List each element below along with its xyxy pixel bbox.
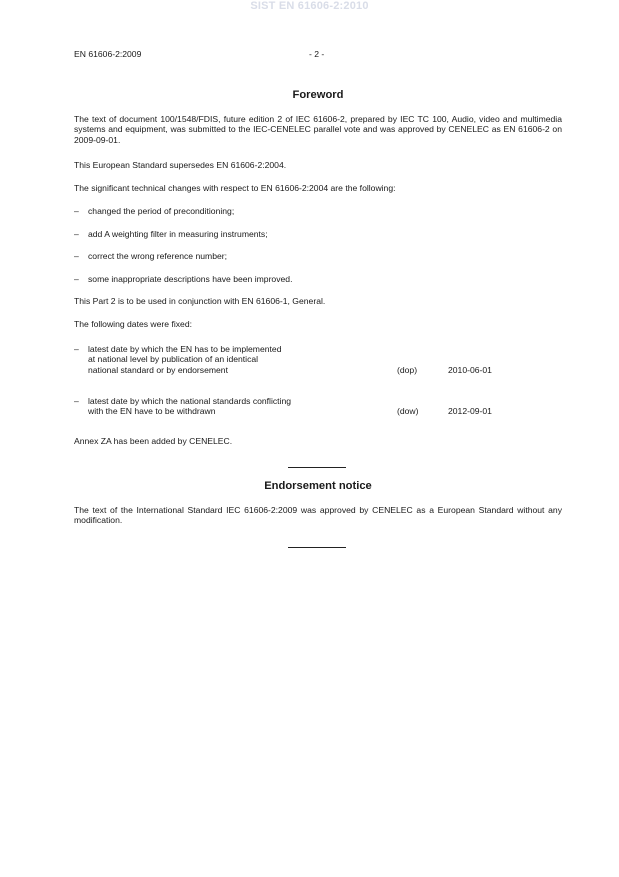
list-bullet: – (74, 229, 79, 239)
page-number: - 2 - (309, 49, 325, 59)
list-bullet: – (74, 396, 79, 406)
endorsement-title: Endorsement notice (264, 480, 372, 492)
dop-description-line: national standard or by endorsement (88, 364, 228, 375)
dop-description (88, 344, 281, 375)
dop-abbreviation: (dop) (397, 365, 418, 375)
list-item: some inappropriate descriptions have been improved. (88, 274, 293, 284)
foreword-paragraph-4: This Part 2 is to be used in conjunction with EN 61606-1, General. (74, 296, 326, 306)
document-number: EN 61606-2:2009 (74, 49, 142, 59)
foreword-title: Foreword (292, 89, 344, 101)
foreword-paragraph-1: The text of document 100/1548/FDIS, future edition 2 of IEC 61606-2, prepared by IEC TC 100, Audio, video and multimedia systems and equipment, was submitted to the IEC-CENELEC parallel vote and was approved by CENELEC as EN 61606-2 on 2009-09-01. (74, 114, 562, 145)
section-divider (288, 547, 346, 548)
list-item: correct the wrong reference number; (88, 251, 227, 261)
watermark: SIST EN 61606-2:2010 (250, 0, 369, 12)
foreword-paragraph-2: This European Standard supersedes EN 61606-2:2004. (74, 160, 287, 170)
list-bullet: – (74, 206, 79, 216)
dow-description-line: with the EN have to be withdrawn (88, 406, 216, 417)
foreword-paragraph-5: The following dates were fixed: (74, 319, 192, 329)
list-bullet: – (74, 274, 79, 284)
dop-date: 2010-06-01 (448, 365, 492, 375)
section-divider (288, 467, 346, 468)
dow-description (88, 396, 291, 417)
dow-abbreviation: (dow) (397, 406, 419, 416)
endorsement-paragraph: The text of the International Standard IEC 61606-2:2009 was approved by CENELEC as a European Standard without any modification. (74, 505, 562, 526)
foreword-paragraph-3: The significant technical changes with respect to EN 61606-2:2004 are the following: (74, 183, 396, 193)
list-bullet: – (74, 251, 79, 261)
foreword-paragraph-6: Annex ZA has been added by CENELEC. (74, 436, 233, 446)
list-bullet: – (74, 344, 79, 354)
dop-description-line: at national level by publication of an identical (88, 354, 259, 365)
dop-description-line: latest date by which the EN has to be implemented (88, 344, 282, 354)
dow-description-line: latest date by which the national standards conflicting (88, 396, 292, 406)
list-item: changed the period of preconditioning; (88, 206, 235, 216)
list-item: add A weighting filter in measuring instruments; (88, 229, 268, 239)
dow-date: 2012-09-01 (448, 406, 492, 416)
